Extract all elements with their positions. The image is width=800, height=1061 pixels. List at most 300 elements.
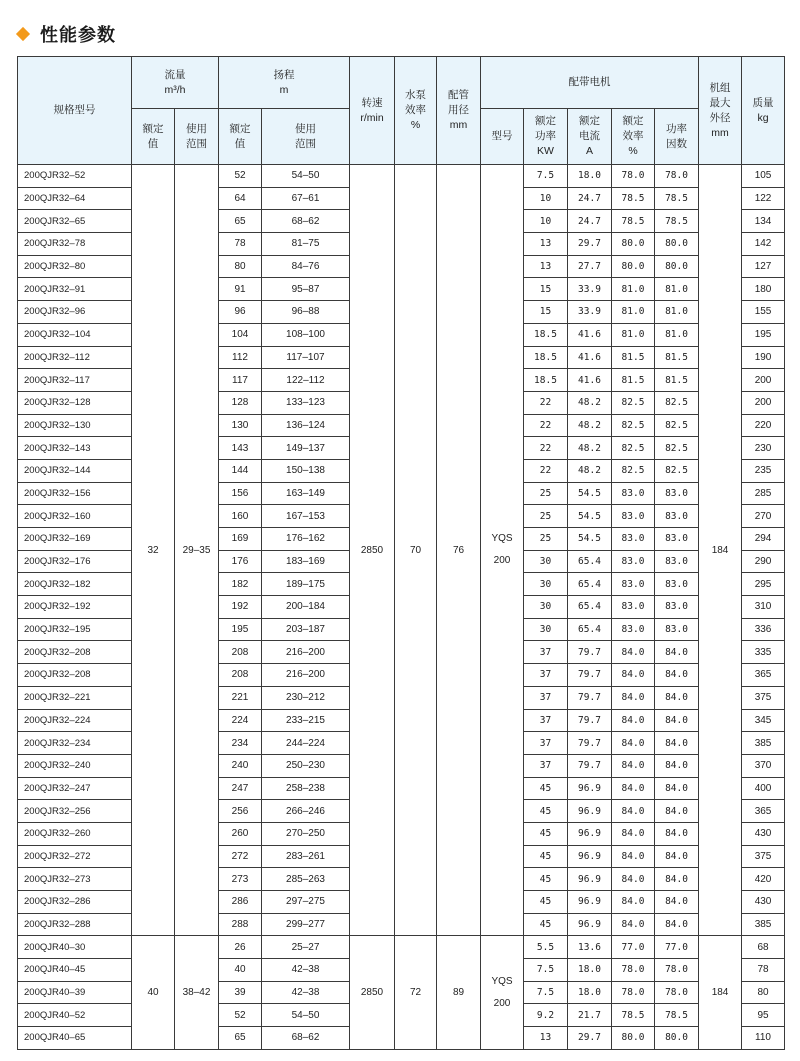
cell-motor-current: 54.5	[568, 505, 612, 528]
cell-model: 200QJR40–39	[18, 981, 132, 1004]
cell-head-range: 200–184	[262, 596, 350, 619]
motor-model-line: 200	[493, 555, 511, 567]
cell-motor-eff: 84.0	[612, 822, 655, 845]
cell-motor-power: 13	[524, 233, 568, 256]
cell-model: 200QJR32–52	[18, 165, 132, 188]
cell-motor-power: 45	[524, 868, 568, 891]
cell-motor-power: 37	[524, 754, 568, 777]
cell-mass: 430	[742, 891, 785, 914]
cell-motor-eff: 83.0	[612, 505, 655, 528]
cell-mass: 220	[742, 414, 785, 437]
cell-motor-power: 37	[524, 664, 568, 687]
cell-motor-eff: 83.0	[612, 618, 655, 641]
cell-head-range: 117–107	[262, 346, 350, 369]
cell-head-range: 42–38	[262, 981, 350, 1004]
cell-head-rated: 288	[219, 913, 262, 936]
cell-motor-pf: 84.0	[655, 664, 699, 687]
cell-mass: 127	[742, 255, 785, 278]
cell-model: 200QJR32–286	[18, 891, 132, 914]
cell-motor-current: 24.7	[568, 187, 612, 210]
cell-motor-power: 30	[524, 596, 568, 619]
cell-motor-eff: 82.5	[612, 414, 655, 437]
col-flow-rated: 额定 值	[132, 109, 175, 165]
cell-head-rated: 260	[219, 822, 262, 845]
cell-mass: 68	[742, 936, 785, 959]
motor-model-line: YQS	[491, 975, 513, 987]
cell-motor-power: 45	[524, 800, 568, 823]
cell-mass: 235	[742, 459, 785, 482]
cell-pipe: 89	[437, 936, 481, 1049]
cell-motor-model	[481, 165, 524, 936]
cell-head-rated: 64	[219, 187, 262, 210]
cell-head-rated: 96	[219, 301, 262, 324]
cell-motor-eff: 83.0	[612, 528, 655, 551]
cell-head-range: 136–124	[262, 414, 350, 437]
cell-motor-power: 37	[524, 641, 568, 664]
cell-motor-power: 37	[524, 686, 568, 709]
cell-head-rated: 117	[219, 369, 262, 392]
cell-motor-power: 25	[524, 482, 568, 505]
cell-motor-eff: 81.0	[612, 301, 655, 324]
cell-head-range: 67–61	[262, 187, 350, 210]
cell-head-rated: 182	[219, 573, 262, 596]
table-row	[18, 936, 785, 959]
cell-motor-eff: 78.5	[612, 1004, 655, 1027]
cell-motor-pf: 80.0	[655, 1027, 699, 1050]
col-motor-eff: 额定 效率 %	[612, 109, 655, 165]
cell-motor-eff: 84.0	[612, 777, 655, 800]
cell-mass: 105	[742, 165, 785, 188]
cell-mass: 295	[742, 573, 785, 596]
speed-label: 转速	[361, 96, 383, 109]
cell-motor-eff: 84.0	[612, 732, 655, 755]
cell-motor-current: 18.0	[568, 165, 612, 188]
cell-motor-power: 22	[524, 459, 568, 482]
cell-model: 200QJR32–78	[18, 233, 132, 256]
cell-mass: 80	[742, 981, 785, 1004]
cell-mass: 345	[742, 709, 785, 732]
cell-motor-current: 65.4	[568, 573, 612, 596]
cell-mass: 310	[742, 596, 785, 619]
cell-model: 200QJR32–182	[18, 573, 132, 596]
cell-model: 200QJR32–224	[18, 709, 132, 732]
cell-head-range: 149–137	[262, 437, 350, 460]
cell-head-range: 81–75	[262, 233, 350, 256]
cell-motor-pf: 81.0	[655, 278, 699, 301]
cell-head-range: 176–162	[262, 528, 350, 551]
cell-motor-pf: 84.0	[655, 800, 699, 823]
cell-motor-pf: 78.5	[655, 1004, 699, 1027]
cell-motor-power: 9.2	[524, 1004, 568, 1027]
cell-model: 200QJR32–272	[18, 845, 132, 868]
cell-motor-pf: 78.5	[655, 187, 699, 210]
cell-model: 200QJR32–288	[18, 913, 132, 936]
cell-motor-pf: 80.0	[655, 255, 699, 278]
cell-motor-current: 79.7	[568, 664, 612, 687]
col-flow	[132, 57, 219, 109]
cell-mass: 78	[742, 959, 785, 982]
cell-motor-eff: 83.0	[612, 482, 655, 505]
cell-head-rated: 91	[219, 278, 262, 301]
cell-mass: 385	[742, 732, 785, 755]
cell-model: 200QJR32–260	[18, 822, 132, 845]
cell-head-rated: 234	[219, 732, 262, 755]
cell-motor-current: 96.9	[568, 800, 612, 823]
cell-motor-current: 96.9	[568, 822, 612, 845]
cell-head-rated: 80	[219, 255, 262, 278]
cell-motor-pf: 84.0	[655, 754, 699, 777]
cell-flow-range: 29–35	[175, 165, 219, 936]
cell-motor-pf: 84.0	[655, 777, 699, 800]
cell-motor-eff: 80.0	[612, 255, 655, 278]
cell-head-rated: 256	[219, 800, 262, 823]
cell-motor-pf: 84.0	[655, 845, 699, 868]
cell-motor-power: 13	[524, 255, 568, 278]
cell-motor-power: 18.5	[524, 323, 568, 346]
cell-motor-pf: 84.0	[655, 709, 699, 732]
cell-motor-current: 48.2	[568, 459, 612, 482]
flow-label: 流量	[164, 68, 186, 81]
cell-motor-pf: 81.0	[655, 301, 699, 324]
cell-motor-pf: 84.0	[655, 641, 699, 664]
cell-motor-eff: 83.0	[612, 550, 655, 573]
cell-mass: 430	[742, 822, 785, 845]
cell-motor-pf: 83.0	[655, 596, 699, 619]
cell-model: 200QJR32–117	[18, 369, 132, 392]
cell-motor-eff: 82.5	[612, 391, 655, 414]
cell-head-range: 122–112	[262, 369, 350, 392]
head-label: 扬程	[273, 68, 295, 81]
cell-motor-eff: 81.0	[612, 323, 655, 346]
table-body	[18, 165, 785, 1050]
cell-mass: 375	[742, 686, 785, 709]
cell-head-range: 42–38	[262, 959, 350, 982]
cell-head-rated: 52	[219, 1004, 262, 1027]
cell-head-rated: 104	[219, 323, 262, 346]
performance-table	[17, 56, 785, 1050]
cell-head-range: 299–277	[262, 913, 350, 936]
cell-motor-pf: 83.0	[655, 505, 699, 528]
cell-model: 200QJR32–192	[18, 596, 132, 619]
cell-mass: 195	[742, 323, 785, 346]
cell-head-range: 25–27	[262, 936, 350, 959]
cell-head-range: 163–149	[262, 482, 350, 505]
cell-model: 200QJR32–80	[18, 255, 132, 278]
cell-motor-current: 79.7	[568, 754, 612, 777]
col-motor-pf: 功率 因数	[655, 109, 699, 165]
cell-head-range: 270–250	[262, 822, 350, 845]
cell-motor-current: 79.7	[568, 709, 612, 732]
cell-head-rated: 247	[219, 777, 262, 800]
col-od: 机组 最大 外径 mm	[699, 57, 742, 165]
cell-head-range: 167–153	[262, 505, 350, 528]
cell-head-rated: 39	[219, 981, 262, 1004]
cell-mass: 230	[742, 437, 785, 460]
cell-motor-eff: 78.0	[612, 981, 655, 1004]
col-motor-model: 型号	[481, 109, 524, 165]
cell-mass: 95	[742, 1004, 785, 1027]
cell-motor-eff: 84.0	[612, 891, 655, 914]
cell-motor-current: 48.2	[568, 437, 612, 460]
cell-model: 200QJR32–96	[18, 301, 132, 324]
cell-motor-current: 96.9	[568, 913, 612, 936]
cell-model: 200QJR32–176	[18, 550, 132, 573]
cell-motor-power: 45	[524, 822, 568, 845]
cell-head-rated: 221	[219, 686, 262, 709]
cell-model: 200QJR32–208	[18, 664, 132, 687]
cell-head-range: 150–138	[262, 459, 350, 482]
cell-model: 200QJR32–208	[18, 641, 132, 664]
cell-motor-power: 45	[524, 845, 568, 868]
cell-head-rated: 130	[219, 414, 262, 437]
cell-head-range: 216–200	[262, 664, 350, 687]
cell-motor-eff: 84.0	[612, 709, 655, 732]
cell-head-rated: 40	[219, 959, 262, 982]
cell-motor-pf: 82.5	[655, 414, 699, 437]
cell-motor-current: 29.7	[568, 1027, 612, 1050]
cell-model: 200QJR32–91	[18, 278, 132, 301]
cell-mass: 370	[742, 754, 785, 777]
cell-head-rated: 273	[219, 868, 262, 891]
cell-mass: 294	[742, 528, 785, 551]
cell-motor-eff: 84.0	[612, 800, 655, 823]
cell-motor-eff: 77.0	[612, 936, 655, 959]
cell-model: 200QJR32–195	[18, 618, 132, 641]
cell-motor-current: 79.7	[568, 732, 612, 755]
cell-motor-power: 25	[524, 505, 568, 528]
cell-head-range: 189–175	[262, 573, 350, 596]
flow-unit: m³/h	[164, 83, 186, 96]
cell-motor-pf: 82.5	[655, 437, 699, 460]
cell-motor-current: 41.6	[568, 323, 612, 346]
cell-motor-eff: 84.0	[612, 845, 655, 868]
cell-motor-power: 45	[524, 913, 568, 936]
cell-motor-current: 65.4	[568, 550, 612, 573]
cell-motor-eff: 81.0	[612, 278, 655, 301]
cell-motor-current: 79.7	[568, 686, 612, 709]
cell-head-range: 285–263	[262, 868, 350, 891]
head-unit: m	[279, 83, 289, 96]
cell-mass: 290	[742, 550, 785, 573]
cell-head-rated: 156	[219, 482, 262, 505]
cell-model: 200QJR32–169	[18, 528, 132, 551]
cell-head-range: 297–275	[262, 891, 350, 914]
cell-motor-eff: 84.0	[612, 664, 655, 687]
cell-motor-power: 22	[524, 437, 568, 460]
cell-motor-power: 7.5	[524, 981, 568, 1004]
cell-motor-pf: 81.5	[655, 346, 699, 369]
cell-motor-power: 30	[524, 573, 568, 596]
cell-motor-pf: 83.0	[655, 573, 699, 596]
cell-motor-pf: 84.0	[655, 868, 699, 891]
cell-motor-eff: 84.0	[612, 913, 655, 936]
cell-head-rated: 112	[219, 346, 262, 369]
cell-head-rated: 26	[219, 936, 262, 959]
col-pump-eff: 水泵 效率 %	[395, 57, 437, 165]
cell-motor-power: 37	[524, 709, 568, 732]
cell-flow-range: 38–42	[175, 936, 219, 1049]
cell-motor-current: 18.0	[568, 981, 612, 1004]
cell-mass: 365	[742, 800, 785, 823]
cell-head-range: 230–212	[262, 686, 350, 709]
cell-motor-current: 33.9	[568, 278, 612, 301]
cell-motor-pf: 82.5	[655, 391, 699, 414]
cell-model: 200QJR32–256	[18, 800, 132, 823]
cell-motor-power: 22	[524, 414, 568, 437]
cell-head-rated: 144	[219, 459, 262, 482]
cell-motor-power: 10	[524, 187, 568, 210]
cell-model: 200QJR32–130	[18, 414, 132, 437]
col-flow-range: 使用 范围	[175, 109, 219, 165]
col-motor-power: 额定 功率 KW	[524, 109, 568, 165]
cell-head-range: 68–62	[262, 210, 350, 233]
cell-motor-eff: 82.5	[612, 437, 655, 460]
cell-motor-current: 79.7	[568, 641, 612, 664]
cell-model: 200QJR32–160	[18, 505, 132, 528]
cell-motor-power: 25	[524, 528, 568, 551]
cell-head-rated: 272	[219, 845, 262, 868]
cell-flow-rated: 32	[132, 165, 175, 936]
cell-model: 200QJR32–240	[18, 754, 132, 777]
cell-motor-current: 21.7	[568, 1004, 612, 1027]
col-speed	[350, 57, 395, 165]
cell-motor-current: 29.7	[568, 233, 612, 256]
cell-mass: 155	[742, 301, 785, 324]
cell-head-rated: 176	[219, 550, 262, 573]
cell-head-rated: 208	[219, 664, 262, 687]
cell-head-range: 283–261	[262, 845, 350, 868]
cell-pump-eff: 72	[395, 936, 437, 1049]
cell-head-range: 96–88	[262, 301, 350, 324]
col-head-rated: 额定 值	[219, 109, 262, 165]
cell-head-range: 266–246	[262, 800, 350, 823]
cell-motor-current: 41.6	[568, 346, 612, 369]
cell-pipe: 76	[437, 165, 481, 936]
cell-motor-eff: 80.0	[612, 1027, 655, 1050]
cell-mass: 142	[742, 233, 785, 256]
motor-model-line: YQS	[491, 533, 513, 545]
cell-mass: 134	[742, 210, 785, 233]
cell-model: 200QJR32–143	[18, 437, 132, 460]
cell-motor-current: 65.4	[568, 596, 612, 619]
cell-head-range: 54–50	[262, 1004, 350, 1027]
cell-motor-pf: 78.0	[655, 981, 699, 1004]
cell-motor-eff: 78.0	[612, 959, 655, 982]
cell-model: 200QJR40–45	[18, 959, 132, 982]
cell-head-rated: 52	[219, 165, 262, 188]
cell-model: 200QJR32–104	[18, 323, 132, 346]
cell-motor-eff: 81.5	[612, 346, 655, 369]
cell-motor-pf: 80.0	[655, 233, 699, 256]
cell-motor-pf: 82.5	[655, 459, 699, 482]
cell-motor-power: 18.5	[524, 346, 568, 369]
cell-motor-current: 48.2	[568, 391, 612, 414]
cell-flow-rated: 40	[132, 936, 175, 1049]
cell-motor-eff: 84.0	[612, 754, 655, 777]
cell-head-range: 183–169	[262, 550, 350, 573]
cell-head-rated: 192	[219, 596, 262, 619]
cell-motor-power: 30	[524, 618, 568, 641]
cell-motor-current: 54.5	[568, 482, 612, 505]
cell-model: 200QJR32–128	[18, 391, 132, 414]
cell-head-range: 108–100	[262, 323, 350, 346]
cell-motor-current: 27.7	[568, 255, 612, 278]
page-title: 性能参数	[40, 25, 116, 46]
cell-head-range: 216–200	[262, 641, 350, 664]
cell-model: 200QJR32–234	[18, 732, 132, 755]
cell-motor-pf: 84.0	[655, 913, 699, 936]
cell-head-rated: 160	[219, 505, 262, 528]
motor-model-line: 200	[493, 997, 511, 1009]
cell-model: 200QJR40–65	[18, 1027, 132, 1050]
col-model: 规格型号	[18, 57, 132, 165]
cell-head-range: 258–238	[262, 777, 350, 800]
cell-mass: 375	[742, 845, 785, 868]
cell-head-rated: 128	[219, 391, 262, 414]
cell-model: 200QJR32–247	[18, 777, 132, 800]
cell-motor-eff: 78.5	[612, 187, 655, 210]
cell-motor-eff: 84.0	[612, 641, 655, 664]
cell-motor-pf: 78.5	[655, 210, 699, 233]
speed-unit: r/min	[360, 111, 384, 124]
cell-motor-pf: 83.0	[655, 528, 699, 551]
cell-motor-model	[481, 936, 524, 1049]
cell-motor-eff: 82.5	[612, 459, 655, 482]
cell-motor-current: 96.9	[568, 777, 612, 800]
cell-head-rated: 286	[219, 891, 262, 914]
cell-mass: 270	[742, 505, 785, 528]
cell-model: 200QJR32–64	[18, 187, 132, 210]
cell-model: 200QJR32–221	[18, 686, 132, 709]
cell-motor-pf: 84.0	[655, 732, 699, 755]
col-motor-current: 额定 电流 A	[568, 109, 612, 165]
cell-motor-current: 24.7	[568, 210, 612, 233]
cell-motor-power: 10	[524, 210, 568, 233]
cell-mass: 385	[742, 913, 785, 936]
diamond-bullet-icon	[16, 27, 30, 41]
cell-motor-pf: 78.0	[655, 165, 699, 188]
cell-motor-pf: 84.0	[655, 822, 699, 845]
cell-model: 200QJR40–52	[18, 1004, 132, 1027]
cell-head-range: 68–62	[262, 1027, 350, 1050]
cell-mass: 400	[742, 777, 785, 800]
cell-motor-pf: 78.0	[655, 959, 699, 982]
cell-mass: 335	[742, 641, 785, 664]
cell-head-range: 95–87	[262, 278, 350, 301]
cell-mass: 200	[742, 391, 785, 414]
cell-head-range: 133–123	[262, 391, 350, 414]
cell-mass: 336	[742, 618, 785, 641]
table-row	[18, 165, 785, 188]
cell-model: 200QJR32–144	[18, 459, 132, 482]
cell-model: 200QJR32–273	[18, 868, 132, 891]
cell-motor-power: 15	[524, 278, 568, 301]
cell-head-range: 233–215	[262, 709, 350, 732]
cell-motor-pf: 83.0	[655, 618, 699, 641]
cell-mass: 190	[742, 346, 785, 369]
cell-motor-pf: 84.0	[655, 686, 699, 709]
cell-head-rated: 240	[219, 754, 262, 777]
cell-motor-power: 45	[524, 777, 568, 800]
cell-motor-current: 33.9	[568, 301, 612, 324]
cell-mass: 200	[742, 369, 785, 392]
cell-motor-power: 5.5	[524, 936, 568, 959]
col-head	[219, 57, 350, 109]
cell-motor-power: 15	[524, 301, 568, 324]
cell-model: 200QJR32–156	[18, 482, 132, 505]
cell-motor-eff: 78.5	[612, 210, 655, 233]
cell-motor-power: 22	[524, 391, 568, 414]
